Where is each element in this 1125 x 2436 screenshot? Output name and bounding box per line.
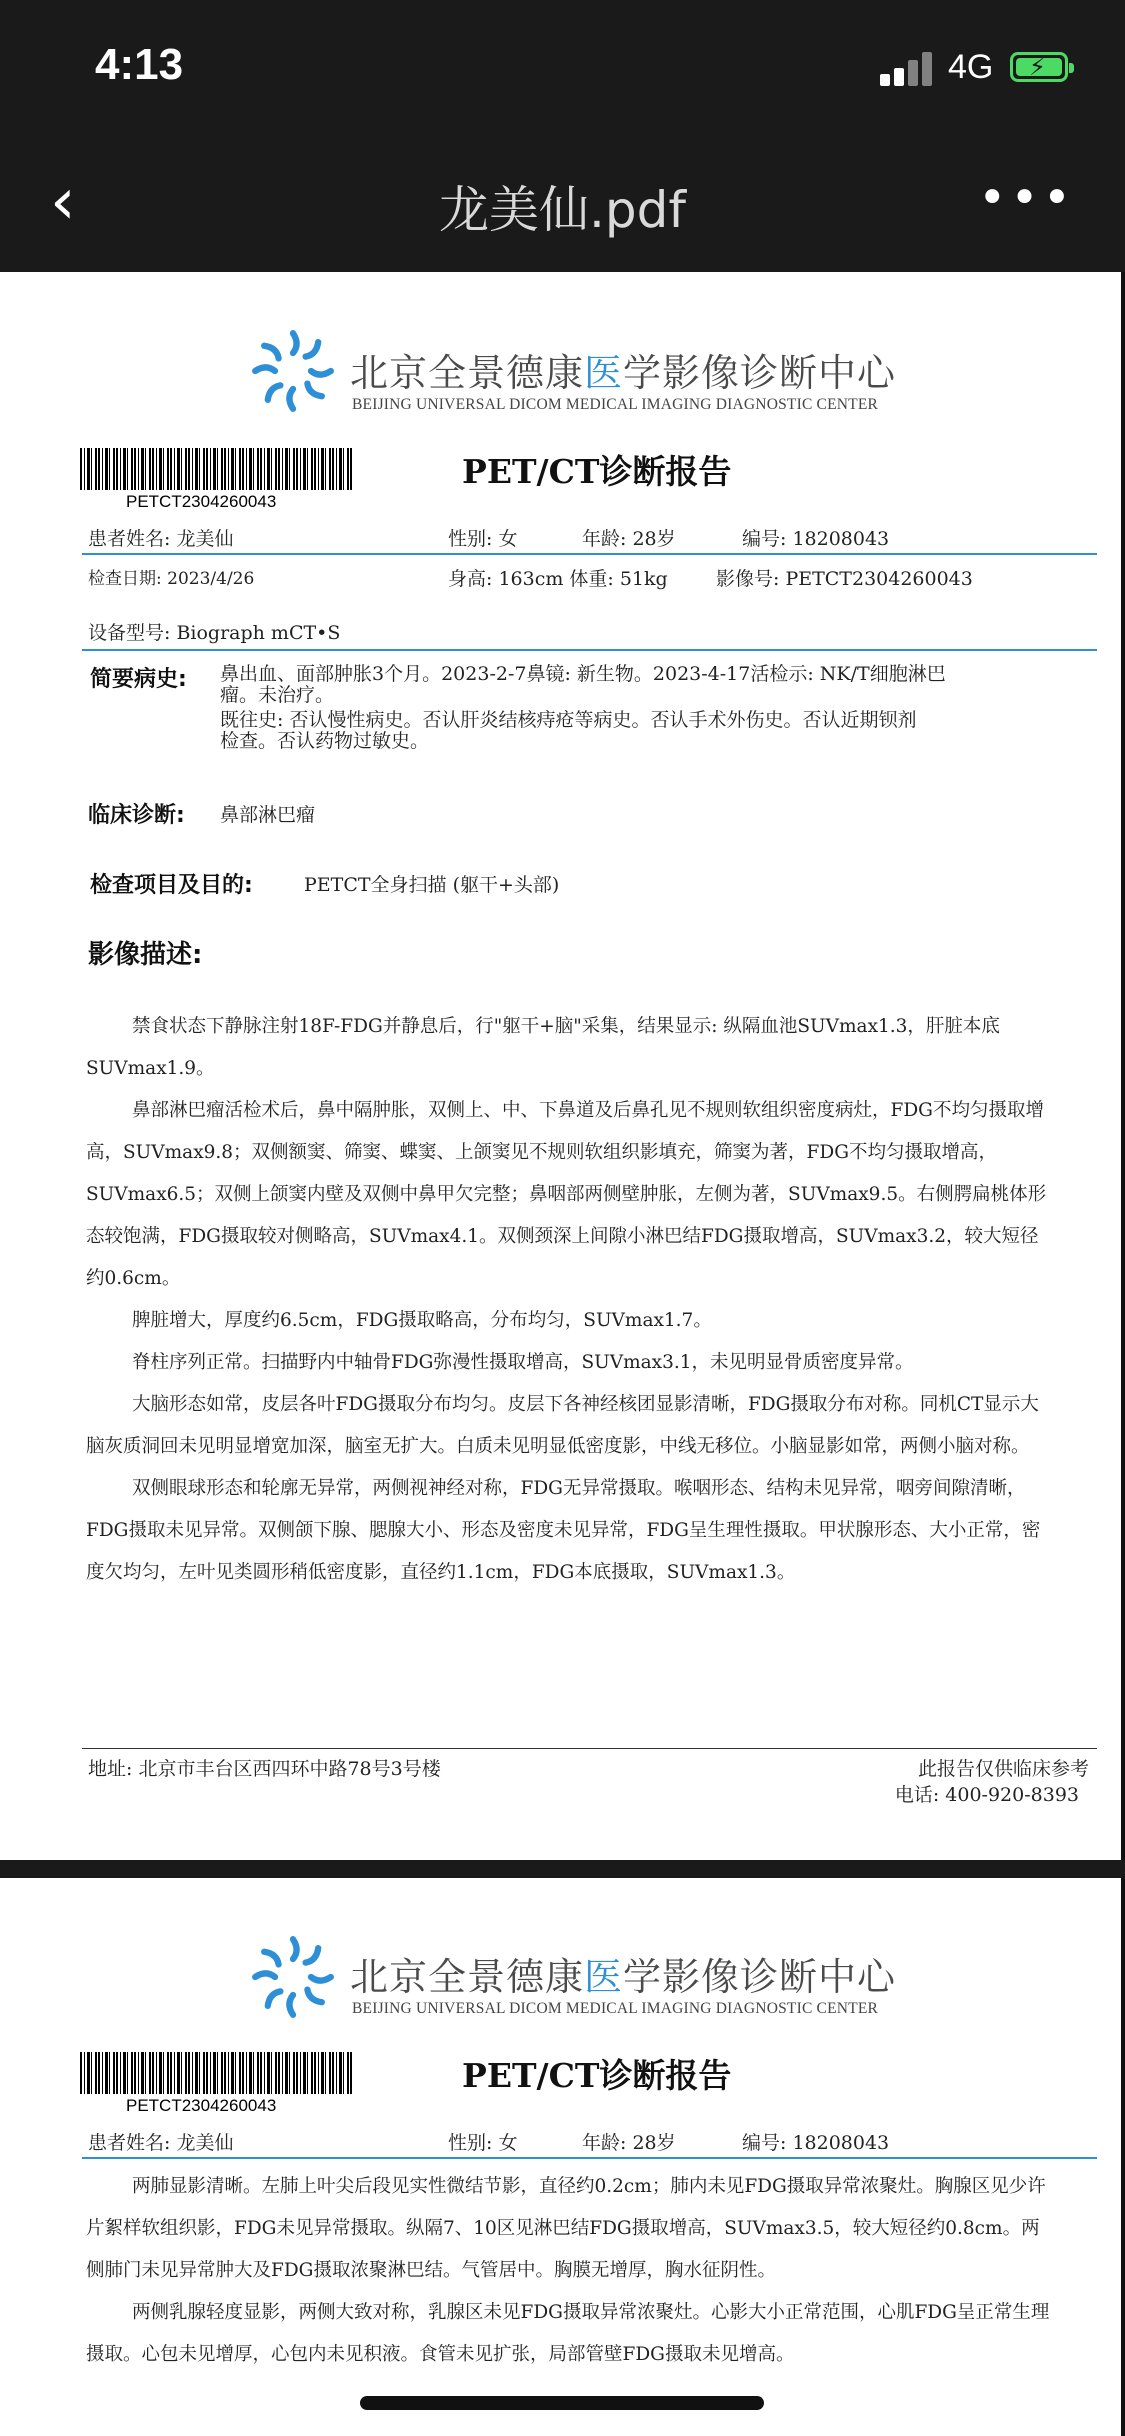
center-logo-icon xyxy=(248,1932,338,2022)
center-name: 北京全景德康医学影像诊断中心 xyxy=(350,1955,897,1999)
image-number: 影像号: PETCT2304260043 xyxy=(716,568,973,590)
history-text: 鼻出血、面部肿胀3个月。2023-2-7鼻镜: 新生物。2023-4-17活检示: NK/T细胞淋巴 瘤。未治疗。 既往史: 否认慢性病史。否认肝炎结核痔疮等病史。否认手术外伤史。否认近期钡剂 检查。否认药物过敏史。 xyxy=(220,663,946,752)
divider xyxy=(82,553,1097,555)
more-horizontal-icon[interactable]: ••• xyxy=(978,170,1075,226)
barcode-number: PETCT2304260043 xyxy=(126,492,277,511)
battery-charging-icon: ⚡ xyxy=(1010,52,1068,82)
age: 年龄: 28岁 xyxy=(582,2132,676,2154)
pdf-page-2 xyxy=(0,1878,1125,2436)
nav-bar xyxy=(0,140,1125,272)
document-title: 龙美仙.pdf xyxy=(439,181,686,239)
exam-date: 检查日期: 2023/4/26 xyxy=(88,569,255,589)
pdf-page-1 xyxy=(0,272,1125,1860)
home-indicator[interactable] xyxy=(360,2396,764,2410)
imaging-description: 禁食状态下静脉注射18F-FDG并静息后，行"躯干+脑"采集，结果显示: 纵隔血池SUVmax1.3，肝脏本底SUVmax1.9。 鼻部淋巴瘤活检术后，鼻中隔肿胀，双侧上、中、下鼻道及后鼻孔见不规则软组织密度病灶，FDG不均匀摄取增高，SUVmax9.8；双侧额窦、筛窦、蝶窦、上颌窦见不规则软组织影填充，筛窦为著，FDG不均匀摄取增高，SUVmax6.5；双侧上颌窦内壁及双侧中鼻甲欠完整；鼻咽部两侧壁肿胀，左侧为著，SUVmax9.5。右侧腭扁桃体形态较饱满，FDG摄取较对侧略高，SUVmax4.1。双侧颈深上间隙小淋巴结FDG摄取增高，SUVmax3.2，较大短径约0.6cm。 脾脏增大，厚度约6.5cm，FDG摄取略高，分布均匀，SUVmax1.7。 脊柱序列正常。扫描野内中轴骨FDG弥漫性摄取增高，SUVmax3.1，未见明显骨质密度异常。 大脑形态如常，皮层各叶FDG摄取分布均匀。皮层下各神经核团显影清晰，FDG摄取分布对称。同机CT显示大脑灰质洞回未见明显增宽加深，脑室无扩大。白质未见明显低密度影，中线无移位。小脑显影如常，两侧小脑对称。 双侧眼球形态和轮廓无异常，两侧视神经对称，FDG无异常摄取。喉咽形态、结构未见异常，咽旁间隙清晰，FDG摄取未见异常。双侧颌下腺、腮腺大小、形态及密度未见异常，FDG呈生理性摄取。甲状腺形态、大小正常，密度欠均匀，左叶见类圆形稍低密度影，直径约1.1cm，FDG本底摄取，SUVmax1.3。 xyxy=(86,1016,1047,1583)
center-logo-icon xyxy=(248,326,338,416)
exam-label: 检查项目及目的: xyxy=(90,873,253,898)
gender: 性别: 女 xyxy=(448,2132,518,2154)
patient-name: 患者姓名: 龙美仙 xyxy=(88,528,234,550)
barcode xyxy=(80,448,354,490)
footer-divider xyxy=(82,1748,1097,1749)
report-number: 编号: 18208043 xyxy=(742,2132,890,2154)
center-name-en: BEIJING UNIVERSAL DICOM MEDICAL IMAGING DIAGNOSTIC CENTER xyxy=(352,2000,879,2017)
signal-icon xyxy=(880,52,936,86)
center-name-en: BEIJING UNIVERSAL DICOM MEDICAL IMAGING DIAGNOSTIC CENTER xyxy=(352,396,879,413)
imaging-description-cont: 两肺显影清晰。左肺上叶尖后段见实性微结节影，直径约0.2cm；肺内未见FDG摄取异常浓聚灶。胸腺区见少许片絮样软组织影，FDG未见异常摄取。纵隔7、10区见淋巴结FDG摄取增高，SUVmax3.5，较大短径约0.8cm。两侧肺门未见异常肿大及FDG摄取浓聚淋巴结。气管居中。胸膜无增厚，胸水征阴性。 两侧乳腺轻度显影，两侧大致对称，乳腺区未见FDG摄取异常浓聚灶。心影大小正常范围，心肌FDG呈正常生理摄取。心包未见增厚，心包内未见积液。食管未见扩张，局部管壁FDG摄取未见增高。 xyxy=(86,2176,1050,2365)
history-label: 简要病史: xyxy=(90,667,187,692)
diagnosis-value: 鼻部淋巴瘤 xyxy=(220,804,316,826)
address: 地址: 北京市丰台区西四环中路78号3号楼 xyxy=(88,1758,441,1780)
gender: 性别: 女 xyxy=(448,528,518,550)
status-bar xyxy=(0,0,1125,140)
diagnosis-label: 临床诊断: xyxy=(88,803,185,828)
report-number: 编号: 18208043 xyxy=(742,528,890,550)
age: 年龄: 28岁 xyxy=(582,528,676,550)
exam-value: PETCT全身扫描 (躯干+头部) xyxy=(304,874,560,896)
report-title: PET/CT诊断报告 xyxy=(462,2056,732,2095)
phone: 电话: 400-920-8393 xyxy=(894,1784,1079,1806)
patient-name: 患者姓名: 龙美仙 xyxy=(88,2132,234,2154)
status-time: 4:13 xyxy=(95,40,184,89)
disclaimer: 此报告仅供临床参考 xyxy=(917,1758,1089,1780)
report-title: PET/CT诊断报告 xyxy=(462,452,732,491)
imaging-label: 影像描述: xyxy=(88,940,203,970)
chevron-left-icon[interactable]: ‹ xyxy=(50,165,76,239)
divider xyxy=(82,2157,1097,2159)
device-model: 设备型号: Biograph mCT•S xyxy=(88,622,341,644)
barcode-number: PETCT2304260043 xyxy=(126,2096,277,2115)
divider xyxy=(82,649,1097,651)
network-type: 4G xyxy=(948,48,994,86)
height-weight: 身高: 163cm 体重: 51kg xyxy=(448,568,668,590)
center-name: 北京全景德康医学影像诊断中心 xyxy=(350,351,897,395)
barcode xyxy=(80,2052,354,2094)
